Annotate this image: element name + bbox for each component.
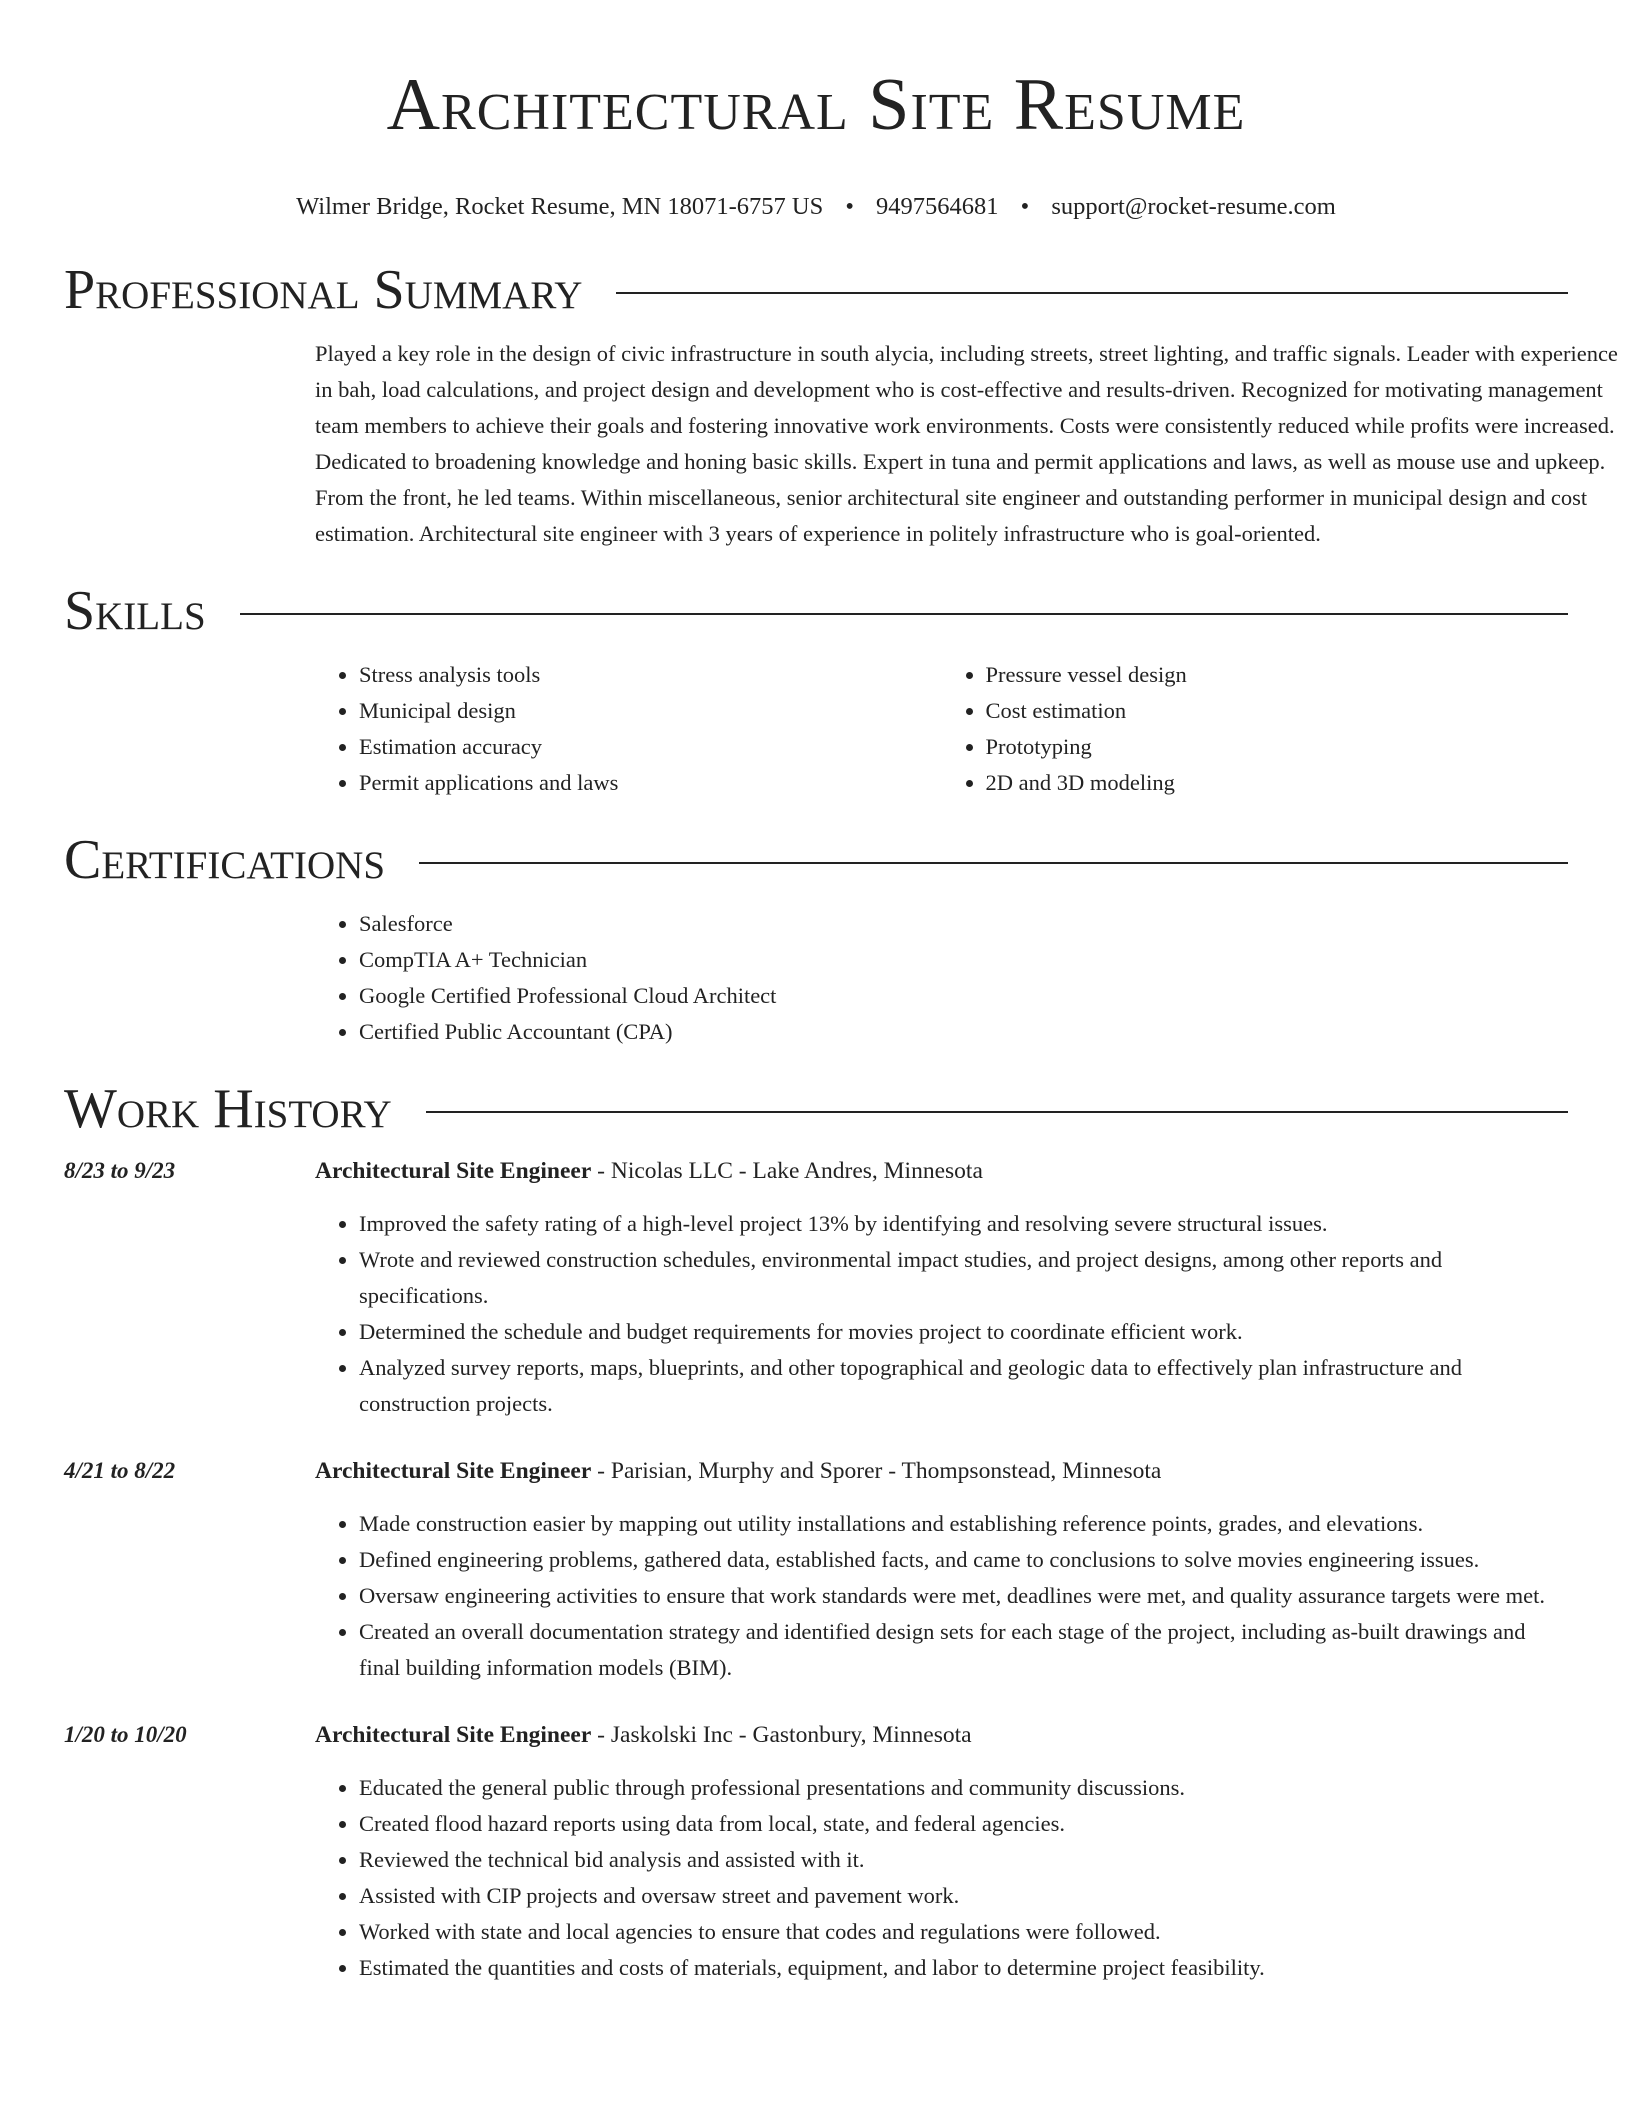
section-divider: [616, 292, 1568, 294]
skills-section: [64, 579, 1568, 801]
job-company-location: - Parisian, Murphy and Sporer - Thompsonstead, Minnesota: [591, 1458, 1162, 1484]
job-bullet: • Assisted with CIP projects and oversaw street and pavement work.: [359, 1878, 1568, 1914]
section-divider: [419, 862, 1568, 864]
contact-email: support@rocket-resume.com: [1051, 193, 1336, 220]
section-header: [64, 828, 1568, 892]
job-body: [315, 1717, 1568, 1986]
job-bullet: • Oversaw engineering activities to ensure that work standards were met, deadlines were met, and quality assurance targets were met.: [359, 1578, 1568, 1614]
skill-item: • Municipal design: [359, 693, 942, 729]
job-bullet: • Determined the schedule and budget requirements for movies project to coordinate efficient work.: [359, 1314, 1568, 1350]
job-heading: [315, 1717, 1568, 1753]
certifications-section: [64, 828, 1568, 1050]
work-history-section: [64, 1077, 1568, 1986]
section-title-work-history: Work History: [64, 1078, 392, 1140]
certifications-list: [315, 906, 1568, 1050]
job-bullet: • Created an overall documentation strategy and identified design sets for each stage of the project, including as-built drawings and final building information models (BIM).: [359, 1614, 1568, 1686]
job-dates: 4/21 to 8/22: [64, 1458, 176, 1483]
professional-summary-section: [64, 258, 1618, 552]
job-bullet: • Wrote and reviewed construction schedules, environmental impact studies, and project designs, among other reports and specifications.: [359, 1242, 1568, 1314]
summary-text: Played a key role in the design of civic infrastructure in south alycia, including streets, street lighting, and traffic signals. Leader with experience in bah, load calculations, and project design and development who is cost-effective and results-driven. Recognized for motivating management team members to achieve their goals and fostering innovative work environments. Costs were consistently reduced while profits were increased. Dedicated to broadening knowledge and honing basic skills. Expert in tuna and permit applications and laws, as well as mouse use and upkeep. From the front, he led teams. Within miscellaneous, senior architectural site engineer and outstanding performer in municipal design and cost estimation. Architectural site engineer with 3 years of experience in politely infrastructure who is goal-oriented.: [315, 341, 1618, 546]
section-divider: [240, 613, 1568, 615]
contact-separator: •: [1020, 193, 1030, 220]
job-body: [315, 1153, 1568, 1422]
job-entry: [64, 1717, 1568, 1986]
skills-list-right: [942, 657, 1569, 801]
contact-address: Wilmer Bridge, Rocket Resume, MN 18071-6757 US: [296, 193, 824, 220]
job-body: [315, 1453, 1568, 1686]
section-divider: [426, 1111, 1568, 1113]
section-title-certifications: Certifications: [64, 829, 386, 891]
skill-item: • Pressure vessel design: [986, 657, 1569, 693]
skills-grid: [315, 657, 1568, 801]
certification-item: • Certified Public Accountant (CPA): [359, 1014, 1568, 1050]
job-dates: 1/20 to 10/20: [64, 1722, 187, 1747]
job-bullets: [315, 1506, 1568, 1686]
job-company-location: - Jaskolski Inc - Gastonbury, Minnesota: [591, 1722, 972, 1748]
job-title: Architectural Site Engineer: [315, 1722, 592, 1748]
skill-item: • 2D and 3D modeling: [986, 765, 1569, 801]
section-title-skills: Skills: [64, 580, 206, 642]
skill-item: • Cost estimation: [986, 693, 1569, 729]
job-title: Architectural Site Engineer: [315, 1458, 592, 1484]
job-bullets: [315, 1770, 1568, 1986]
job-bullet: • Analyzed survey reports, maps, blueprints, and other topographical and geologic data to effectively plan infrastructure and construction projects.: [359, 1350, 1568, 1422]
section-header: [64, 1077, 1568, 1141]
certification-item: • Salesforce: [359, 906, 1568, 942]
job-bullet: • Worked with state and local agencies to ensure that codes and regulations were followed.: [359, 1914, 1568, 1950]
job-heading: [315, 1453, 1568, 1489]
job-heading: [315, 1153, 1568, 1189]
contact-separator: •: [845, 193, 854, 220]
section-header: [64, 258, 1568, 322]
section-title-summary: Professional Summary: [64, 259, 583, 321]
job-bullet: • Reviewed the technical bid analysis and assisted with it.: [359, 1842, 1568, 1878]
certification-item: • Google Certified Professional Cloud Architect: [359, 978, 1568, 1014]
skills-list-left: [315, 657, 942, 801]
job-entry: [64, 1453, 1568, 1686]
job-title: Architectural Site Engineer: [315, 1158, 592, 1184]
contact-phone: 9497564681: [876, 193, 999, 220]
job-company-location: - Nicolas LLC - Lake Andres, Minnesota: [591, 1158, 983, 1184]
job-bullet: • Educated the general public through professional presentations and community discussions.: [359, 1770, 1568, 1806]
skill-item: • Permit applications and laws: [359, 765, 942, 801]
certification-item: • CompTIA A+ Technician: [359, 942, 1568, 978]
job-bullets: [315, 1206, 1568, 1422]
job-bullet: • Defined engineering problems, gathered data, established facts, and came to conclusions to solve movies engineering issues.: [359, 1542, 1568, 1578]
section-header: [64, 579, 1568, 643]
job-dates: 8/23 to 9/23: [64, 1158, 176, 1183]
skill-item: • Prototyping: [986, 729, 1569, 765]
job-bullet: • Made construction easier by mapping out utility installations and establishing reference points, grades, and elevations.: [359, 1506, 1568, 1542]
skill-item: • Estimation accuracy: [359, 729, 942, 765]
job-bullet: • Estimated the quantities and costs of materials, equipment, and labor to determine project feasibility.: [359, 1950, 1568, 1986]
resume-title: Architectural Site Resume: [386, 64, 1246, 146]
job-bullet: • Improved the safety rating of a high-level project 13% by identifying and resolving severe structural issues.: [359, 1206, 1568, 1242]
contact-line: [64, 192, 1568, 222]
job-entry: [64, 1153, 1568, 1422]
skill-item: • Stress analysis tools: [359, 657, 942, 693]
job-bullet: • Created flood hazard reports using data from local, state, and federal agencies.: [359, 1806, 1568, 1842]
